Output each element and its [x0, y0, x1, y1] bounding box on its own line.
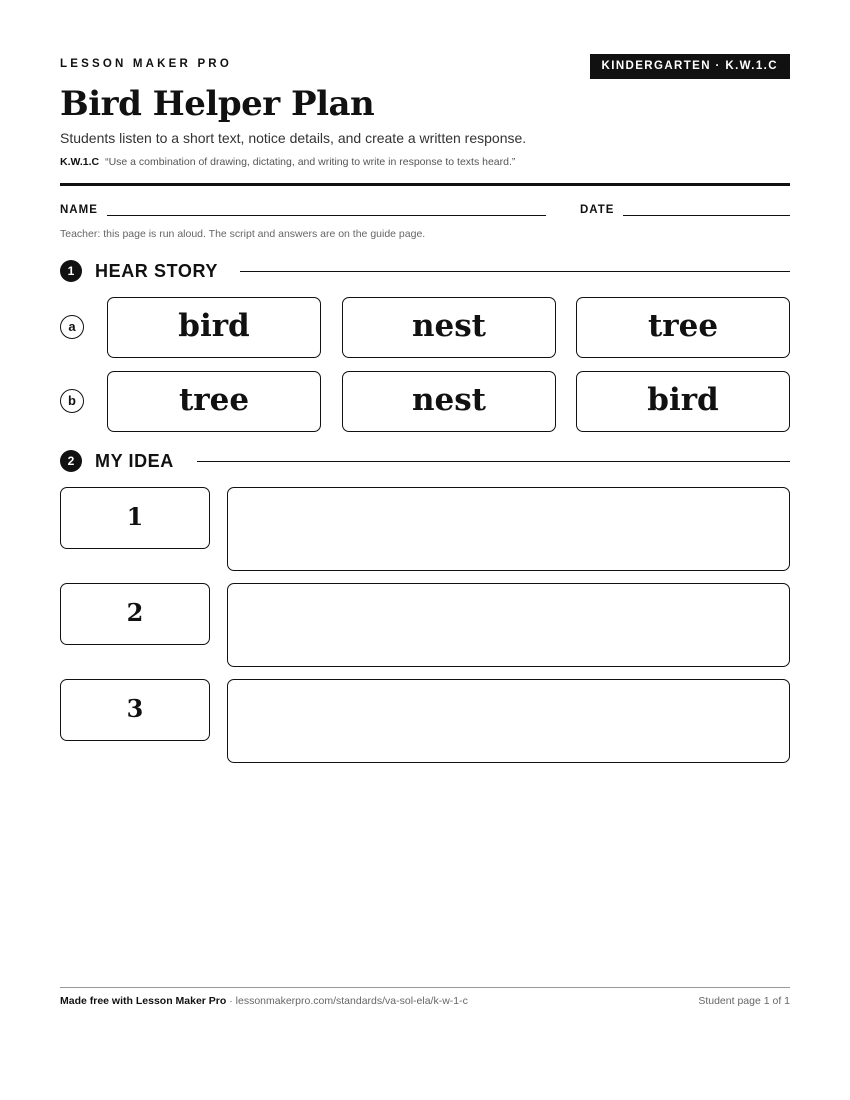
section-my-idea-header	[60, 449, 790, 473]
date-label: DATE	[580, 204, 615, 216]
footer-made-with: Made free with Lesson Maker Pro	[60, 995, 227, 1007]
section-number-badge: 2	[60, 450, 82, 472]
section-rule	[197, 461, 790, 462]
grade-badge: KINDERGARTEN · K.W.1.C	[590, 54, 790, 79]
footer-page-label: Student page 1 of 1	[698, 995, 790, 1007]
idea-number-box: 3	[60, 679, 210, 741]
name-label: NAME	[60, 204, 98, 216]
idea-write-box[interactable]	[227, 487, 790, 571]
teacher-note: Teacher: this page is run aloud. The script and answers are on the guide page.	[60, 228, 426, 240]
section-title: MY IDEA	[95, 449, 186, 473]
page-title: Bird Helper Plan	[60, 84, 375, 124]
row-letter-b: b	[60, 389, 84, 413]
brand-name: LESSON MAKER PRO	[60, 58, 232, 70]
section-number-badge: 1	[60, 260, 82, 282]
word-card[interactable]: tree	[107, 371, 321, 432]
name-field-line[interactable]	[107, 215, 546, 216]
standard-line	[60, 156, 515, 168]
word-card[interactable]: bird	[576, 371, 790, 432]
section-hear-story-header	[60, 259, 790, 283]
word-card[interactable]: nest	[342, 371, 556, 432]
idea-number-box: 1	[60, 487, 210, 549]
idea-number-box: 2	[60, 583, 210, 645]
header-divider	[60, 183, 790, 186]
section-title: HEAR STORY	[95, 259, 230, 283]
section-rule	[240, 271, 790, 272]
footer-credit	[60, 995, 468, 1007]
standard-text: “Use a combination of drawing, dictating, and writing to write in response to texts heard.”	[105, 156, 516, 168]
footer-url[interactable]: · lessonmakerpro.com/standards/va-sol-ela/k-w-1-c	[226, 995, 468, 1007]
word-card[interactable]: nest	[342, 297, 556, 358]
idea-write-box[interactable]	[227, 583, 790, 667]
idea-write-box[interactable]	[227, 679, 790, 763]
row-letter-a: a	[60, 315, 84, 339]
page-subtitle: Students listen to a short text, notice details, and create a written response.	[60, 130, 527, 146]
footer-divider	[60, 987, 790, 988]
word-card[interactable]: tree	[576, 297, 790, 358]
date-field-line[interactable]	[623, 215, 790, 216]
word-card[interactable]: bird	[107, 297, 321, 358]
standard-code: K.W.1.C	[60, 156, 100, 168]
